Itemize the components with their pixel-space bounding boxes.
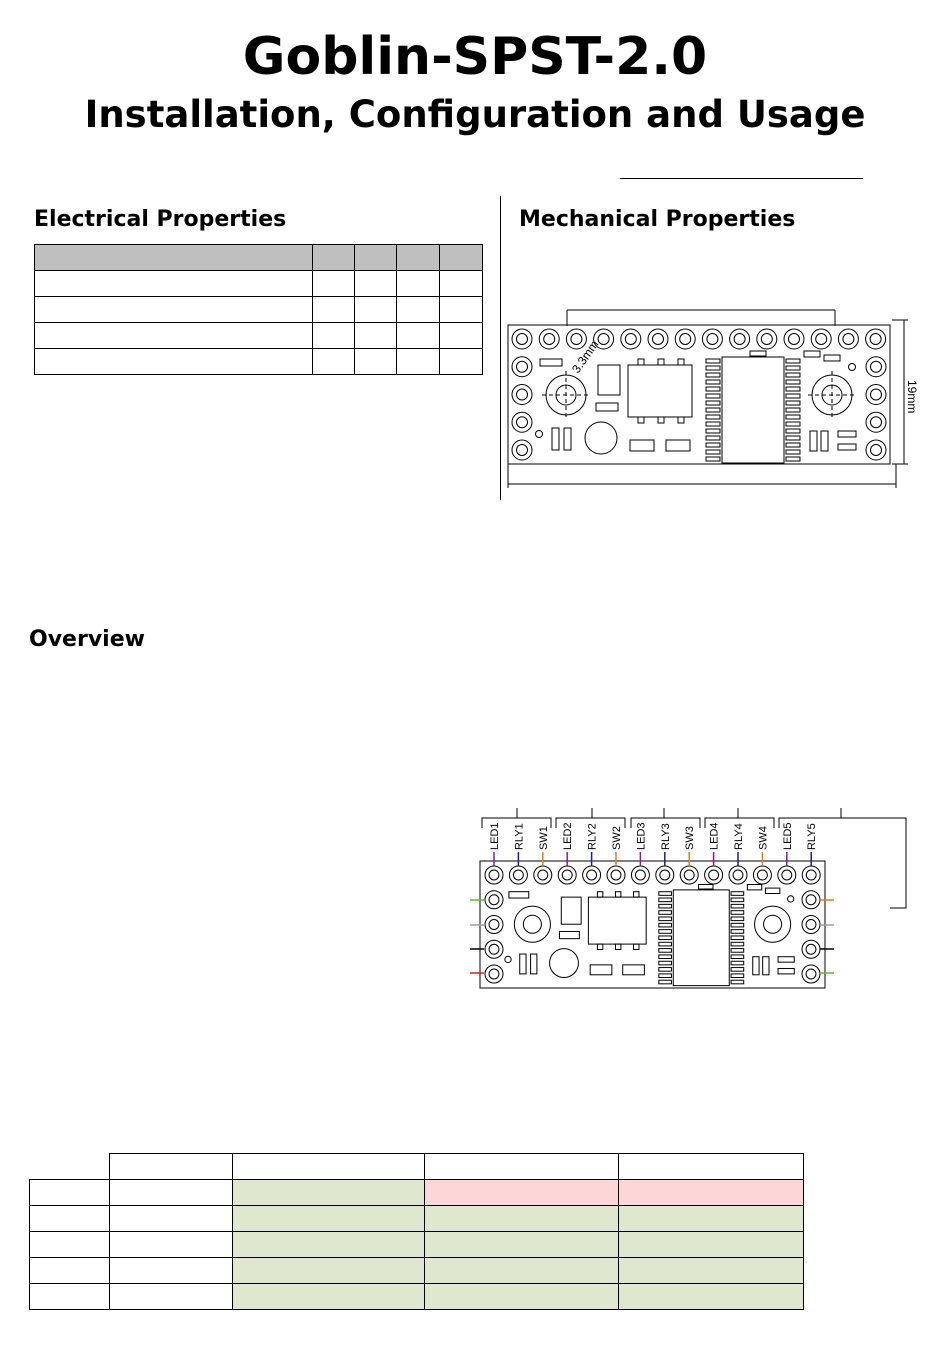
hole-dimension-label: 3.3mm (568, 337, 602, 376)
table-row (30, 1232, 804, 1258)
pin-pad (485, 965, 503, 983)
mechanical-properties-heading: Mechanical Properties (519, 207, 796, 232)
via (788, 896, 794, 902)
pin-hole (489, 870, 499, 880)
pin-hole (562, 870, 572, 880)
pin-pad (778, 866, 796, 884)
pin-hole (806, 895, 816, 905)
smd-pad (765, 888, 779, 893)
optocoupler-pin (634, 892, 639, 897)
pin-hole (733, 870, 743, 880)
resistor (509, 892, 529, 898)
height-dimension-label: 19mm (905, 380, 919, 414)
pin-pad (485, 916, 503, 934)
ic-pin (659, 930, 672, 934)
pin-pad (802, 916, 820, 934)
pin-label-sw4: SW4 (757, 826, 770, 850)
ic-pin (731, 968, 744, 972)
pin-hole (489, 969, 499, 979)
ic-pin (659, 980, 672, 984)
pin-hole (611, 870, 621, 880)
pin-label-led4: LED4 (708, 822, 721, 850)
mounting-hole (755, 906, 791, 942)
pin-label-led3: LED3 (635, 822, 648, 850)
via (505, 956, 511, 962)
pin-hole (635, 870, 645, 880)
table-row (30, 1284, 804, 1310)
ic-pin (659, 898, 672, 902)
ic-pin (659, 911, 672, 915)
ic-pin (731, 936, 744, 940)
pin-label-led2: LED2 (562, 822, 575, 850)
electrical-properties-heading: Electrical Properties (34, 207, 287, 232)
mounting-hole (514, 906, 550, 942)
resistor (559, 931, 579, 938)
pin-pad (558, 866, 576, 884)
ic-pin (731, 949, 744, 953)
ic-pin (659, 917, 672, 921)
board-outline (480, 861, 825, 988)
ic-pin (659, 949, 672, 953)
ic-pin (659, 942, 672, 946)
pin-label-led1: LED1 (489, 822, 501, 850)
pin-label-sw3: SW3 (684, 826, 697, 850)
ic-pin (731, 980, 744, 984)
pin-group-bracket (779, 808, 906, 908)
pin-pad (802, 965, 820, 983)
pin-hole (684, 870, 694, 880)
pin-hole (513, 870, 523, 880)
resistor (520, 954, 526, 974)
pin-label-rly2: RLY2 (586, 823, 599, 850)
mounting-hole-inner (523, 915, 541, 933)
pin-hole (806, 944, 816, 954)
pin-pad (583, 866, 601, 884)
table-header-row (30, 1154, 804, 1180)
pin-pad (656, 866, 674, 884)
ic-pin (659, 961, 672, 965)
pin-pad (802, 866, 820, 884)
pin-hole (489, 944, 499, 954)
table-row (30, 1180, 804, 1206)
component (561, 897, 581, 924)
pin-pad (729, 866, 747, 884)
resistor (763, 957, 769, 975)
ic-pin (659, 923, 672, 927)
table-row (30, 1258, 804, 1284)
pin-hole (782, 870, 792, 880)
pin-pad (680, 866, 698, 884)
pin-pad (607, 866, 625, 884)
resistor (531, 954, 537, 974)
ic-pin (659, 892, 672, 896)
ic-pin (659, 904, 672, 908)
pin-pad (705, 866, 723, 884)
pin-hole (806, 870, 816, 880)
ic-pin (731, 974, 744, 978)
resistor (590, 965, 612, 975)
pin-hole (806, 969, 816, 979)
pin-hole (587, 870, 597, 880)
pin-label-rly5: RLY5 (806, 823, 819, 850)
main-ic (673, 890, 729, 986)
resistor (623, 965, 645, 975)
ic-pin (731, 898, 744, 902)
optocoupler-pin (597, 944, 602, 949)
smd-pad (778, 957, 794, 962)
ic-pin (659, 974, 672, 978)
optocoupler-pin (634, 944, 639, 949)
ic-pin (659, 936, 672, 940)
pin-hole (489, 920, 499, 930)
ic-pin (731, 942, 744, 946)
table-row (30, 1206, 804, 1232)
pin-hole (538, 870, 548, 880)
resistor (753, 957, 759, 975)
pin-pad (485, 866, 503, 884)
pin-pad (802, 940, 820, 958)
smd-pad (778, 968, 794, 973)
mounting-hole-inner (764, 915, 782, 933)
ic-pin (659, 955, 672, 959)
pin-hole (757, 870, 767, 880)
pin-label-rly1: RLY1 (513, 823, 526, 850)
pin-pad (534, 866, 552, 884)
pin-hole (489, 895, 499, 905)
ic-pin (731, 961, 744, 965)
pin-state-table (29, 1153, 804, 1310)
optocoupler (588, 897, 646, 944)
optocoupler-pin (615, 892, 620, 897)
ic-pin (731, 904, 744, 908)
pin-pad (485, 940, 503, 958)
pin-hole (660, 870, 670, 880)
pin-pad (753, 866, 771, 884)
pin-pad (509, 866, 527, 884)
document-title: Goblin-SPST-2.0 (242, 27, 708, 87)
pin-label-rly4: RLY4 (733, 823, 745, 850)
pin-label-sw1: SW1 (537, 826, 550, 850)
pin-hole (806, 920, 816, 930)
optocoupler-pin (597, 892, 602, 897)
smd-pad (699, 884, 713, 889)
pin-hole (709, 870, 719, 880)
smd-pad (747, 884, 761, 889)
document-subtitle: Installation, Configuration and Usage (84, 93, 866, 136)
pin-label-led5: LED5 (781, 822, 794, 850)
ic-pin (731, 923, 744, 927)
pin-label-rly3: RLY3 (659, 823, 672, 850)
ic-pin (659, 968, 672, 972)
overview-heading: Overview (29, 627, 145, 652)
ic-pin (731, 917, 744, 921)
pin-pad (485, 891, 503, 909)
ic-pin (731, 892, 744, 896)
pin-pad (631, 866, 649, 884)
ic-pin (731, 955, 744, 959)
optocoupler-pin (615, 944, 620, 949)
led (550, 949, 579, 978)
pin-pad (802, 891, 820, 909)
ic-pin (731, 930, 744, 934)
pin-label-sw2: SW2 (611, 826, 623, 850)
ic-pin (731, 911, 744, 915)
